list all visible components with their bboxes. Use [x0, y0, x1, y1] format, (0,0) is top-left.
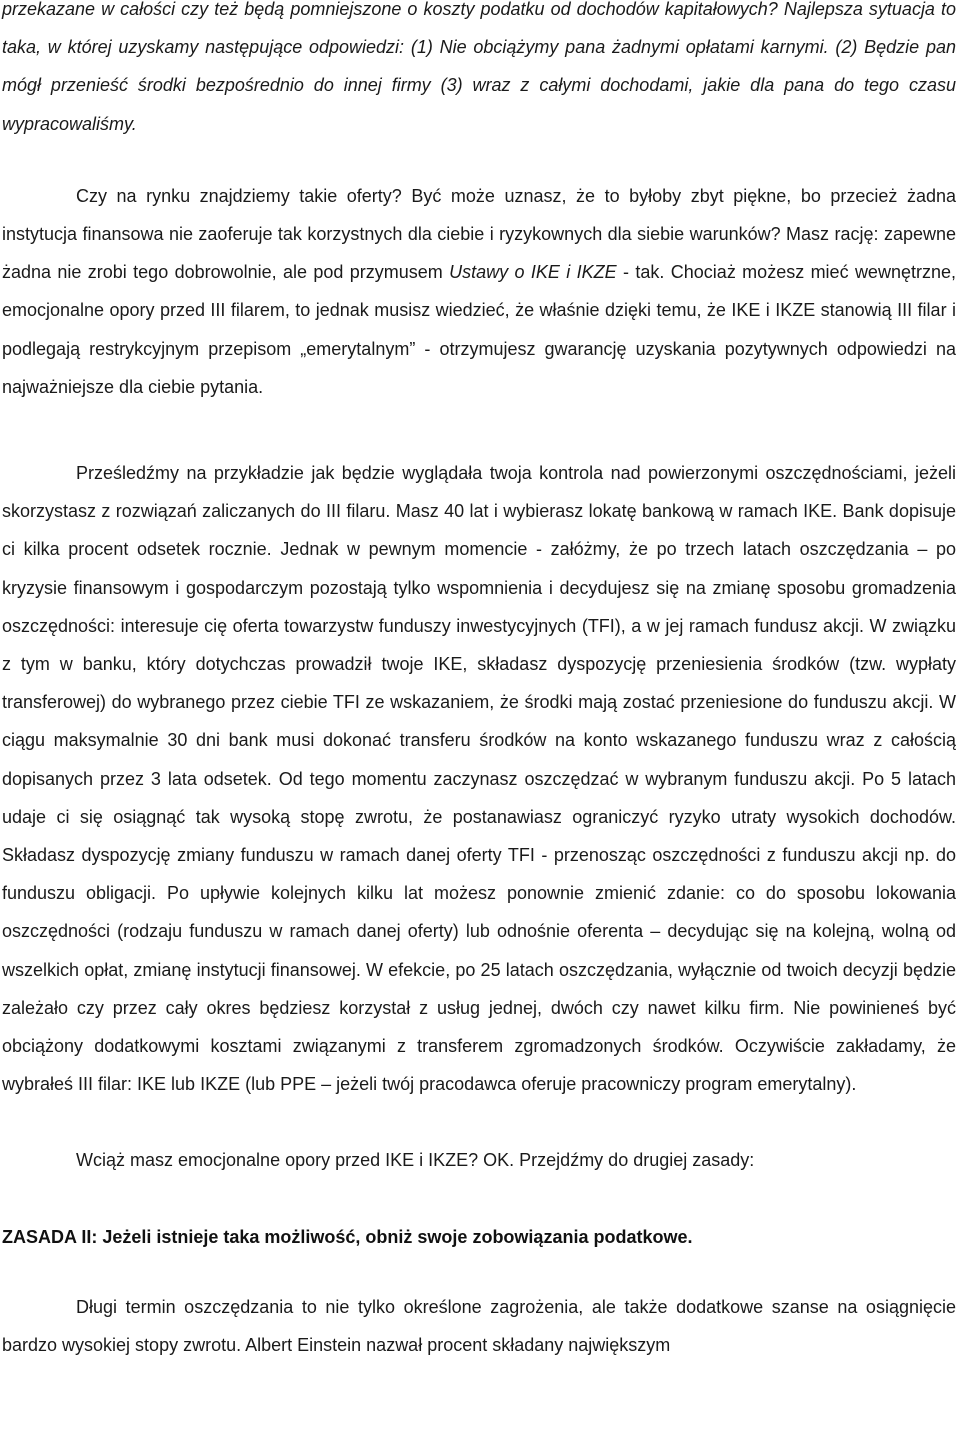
paragraph-intro: [2, 0, 956, 143]
section-heading-text: ZASADA II: Jeżeli istnieje taka możliwość, obniż swoje zobowiązania podatkowe.: [2, 1226, 693, 1247]
paragraph-intro-text: przekazane w całości czy też będą pomniejszone o koszty podatku od dochodów kapitałowych? Najlepsza sytuacja to taka, w której uzyskamy następujące odpowiedzi: (1) Nie obciążymy pana żadnymi opłatami karnymi. (2) Będzie pan mógł przenieść środki bezpośrednio do innej firmy (3) wraz z całymi dochodami, jakie dla pana do tego czasu wypracowaliśmy.: [2, 0, 956, 134]
paragraph-offers-text-a: Czy na rynku znajdziemy takie oferty? Być może uznasz, że to byłoby zbyt piękne, bo przecież żadna instytucja finansowa nie zaoferuje tak korzystnych dla ciebie i ryzykownych dla siebie warunków? Masz rację: zapewne żadna nie zrobi tego dobrowolnie, ale pod przymusem: [2, 185, 956, 283]
paragraph-offers-text-c: - tak. Chociaż możesz mieć wewnętrzne, emocjonalne opory przed III filarem, to jednak musisz wiedzieć, że właśnie dzięki temu, że IKE i IKZE stanowią III filar i podlegają restrykcyjnym przepisom „emerytalnym” - otrzymujesz gwarancję uzyskania pozytywnych odpowiedzi na najważniejsze dla ciebie pytania.: [2, 262, 956, 397]
paragraph-transition: [2, 1141, 956, 1179]
paragraph-example: [2, 454, 956, 1103]
paragraph-example-text: Prześledźmy na przykładzie jak będzie wyglądała twoja kontrola nad powierzonymi oszczędnościami, jeżeli skorzystasz z rozwiązań zaliczanych do III filaru. Masz 40 lat i wybierasz lokatę bankową w ramach IKE. Bank dopisuje ci kilka procent odsetek rocznie. Jednak w pewnym momencie - załóżmy, że po trzech latach oszczędzania – po kryzysie finansowym i gospodarczym pozostają tylko wspomnienia i decydujesz się na zmianę sposobu gromadzenia oszczędności: interesuje cię oferta towarzystw funduszy inwestycyjnych (TFI), a w jej ramach fundusz akcji. W związku z tym w banku, który dotychczas prowadził twoje IKE, składasz dyspozycję przeniesienia środków (tzw. wypłaty transferowej) do wybranego przez ciebie TFI ze wskazaniem, że środki mają zostać przeniesione do funduszu akcji. W ciągu maksymalnie 30 dni bank musi dokonać transferu środków na konto wskazanego funduszu wraz z całością dopisanych przez 3 lata odsetek. Od tego momentu zaczynasz oszczędzać w wybranym funduszu akcji. Po 5 latach udaje ci się osiągnąć tak wysoką stopę zwrotu, że postanawiasz ograniczyć ryzyko utraty wysokich dochodów. Składasz dyspozycję zmiany funduszu w ramach danej oferty TFI - przenosząc oszczędności z funduszu akcji np. do funduszu obligacji. Po upływie kolejnych kilku lat możesz ponownie zmienić zdanie: co do sposobu lokowania oszczędności (rodzaju funduszu w ramach danej oferty) lub odnośnie oferenta – decydując się na kolejną, wolną od wszelkich opłat, zmianę instytucji finansowej. W efekcie, po 25 latach oszczędzania, wyłącznie od twoich decyzji będzie zależało czy przez cały okres będziesz korzystał z usług jednej, dwóch czy nawet kilku firm. Nie powinieneś być obciążony dodatkowymi kosztami związanymi z transferem zgromadzonych środków. Oczywiście zakładamy, że wybrałeś III filar: IKE lub IKZE (lub PPE – jeżeli twój pracodawca oferuje pracowniczy program emerytalny).: [2, 463, 956, 1095]
section-heading: [2, 1218, 956, 1256]
paragraph-long-term: [2, 1288, 956, 1364]
paragraph-offers: [2, 177, 956, 406]
paragraph-long-term-text: Długi termin oszczędzania to nie tylko określone zagrożenia, ale także dodatkowe szanse na osiągnięcie bardzo wysokiej stopy zwrotu. Albert Einstein nazwał procent składany największym: [2, 1296, 956, 1356]
law-reference: Ustawy o IKE i IKZE: [449, 262, 617, 283]
paragraph-transition-text: Wciąż masz emocjonalne opory przed IKE i IKZE? OK. Przejdźmy do drugiej zasady:: [76, 1150, 755, 1171]
